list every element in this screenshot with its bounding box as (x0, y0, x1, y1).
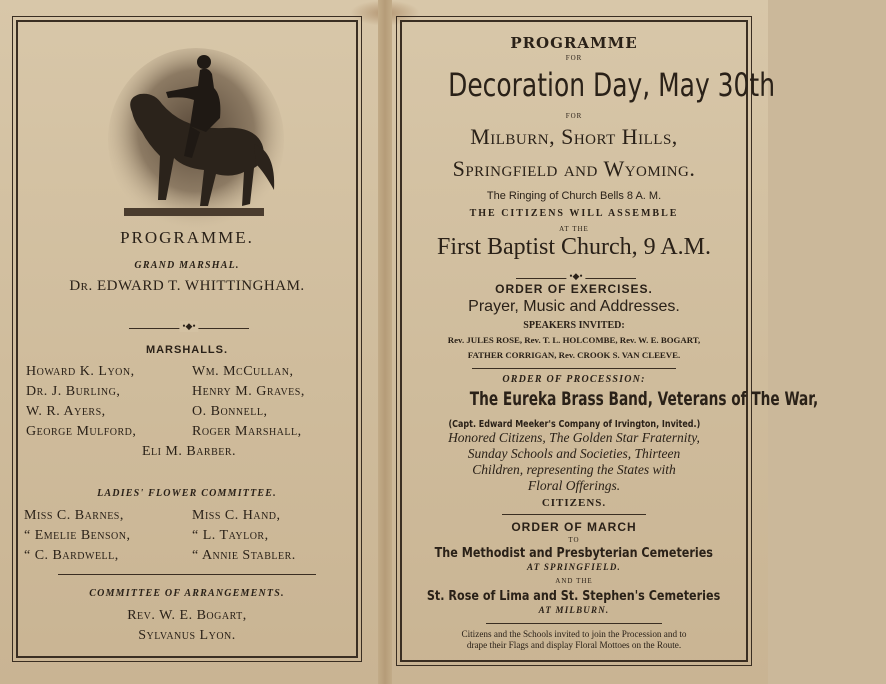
grand-marshal-heading: GRAND MARSHAL. (134, 260, 240, 271)
speakers-line-1: Rev. JULES ROSE, Rev. T. L. HOLCOMBE, Rev. W. E. BOGART, (447, 335, 701, 345)
at-the-label: AT THE (559, 225, 589, 233)
procession-line: Floral Offerings. (527, 478, 621, 493)
divider-line-2 (472, 368, 676, 369)
marshals-row (26, 402, 352, 422)
flower-row (24, 506, 354, 526)
speakers-line-2: FATHER CORRIGAN, Rev. CROOK S. VAN CLEEVE. (467, 350, 681, 360)
church-bells: The Ringing of Church Bells 8 A. M. (486, 190, 662, 202)
flower-member: “ C. Bardwell, (24, 548, 119, 563)
citizens-assemble: THE CITIZENS WILL ASSEMBLE (469, 208, 679, 219)
eureka-band-line: The Eureka Brass Band, Veterans of The War, (469, 388, 819, 410)
marshals-row (26, 362, 352, 382)
left-panel (16, 20, 358, 658)
divider-line (58, 574, 316, 575)
marshal-name: Roger Marshall, (192, 424, 302, 439)
decoration-day-title: Decoration Day, May 30th (448, 66, 776, 104)
footer-note (402, 629, 746, 651)
procession-line: Honored Citizens, The Golden Star Fraternity, (448, 430, 700, 445)
flower-member: “ L. Taylor, (192, 528, 269, 543)
order-of-march: ORDER OF MARCH (511, 520, 637, 534)
procession-line: Children, representing the States with (472, 462, 676, 477)
cem1-wrap (402, 544, 746, 562)
grand-marshal-name: Dr. EDWARD T. WHITTINGHAM. (69, 278, 305, 294)
procession-line: Sunday Schools and Societies, Thirteen (467, 446, 681, 461)
speakers-invited: SPEAKERS INVITED: (523, 320, 625, 331)
footer-line: Citizens and the Schools invited to join the Procession and to (461, 629, 687, 639)
programme-heading: PROGRAMME (510, 34, 638, 52)
marshal-name: Dr. J. Burling, (26, 384, 121, 399)
for-label: FOR (565, 54, 583, 62)
to-label: TO (568, 536, 580, 544)
towns-line-2: Springfield and Wyoming. (452, 156, 696, 181)
fold-crease (378, 0, 392, 684)
flower-row (24, 546, 354, 566)
marshal-name: Henry M. Graves, (192, 384, 305, 399)
flower-member: Miss C. Barnes, (24, 508, 124, 523)
church-time: First Baptist Church, 9 A.M. (436, 234, 712, 260)
citizens-label: CITIZENS. (541, 497, 607, 509)
marshal-name: Wm. McCullan, (192, 364, 294, 379)
flower-member: “ Annie Stabler. (192, 548, 296, 563)
marshals-row (26, 382, 352, 402)
flower-member: “ Emelie Benson, (24, 528, 131, 543)
right-panel (400, 20, 819, 662)
marshals-row (26, 422, 352, 442)
arrangements-heading: COMMITTEE OF ARRANGEMENTS. (89, 588, 285, 599)
order-of-procession: ORDER OF PROCESSION: (502, 374, 646, 385)
equestrian-statue-illustration (104, 40, 282, 236)
arrangements-member: Rev. W. E. Bogart, (127, 608, 247, 623)
divider-ornament-2 (516, 278, 636, 279)
for-label-2: FOR (565, 112, 583, 120)
cem2-wrap (402, 587, 746, 605)
flower-committee-list (24, 506, 354, 566)
procession-list (402, 430, 746, 494)
and-the-label: AND THE (555, 577, 593, 585)
st-rose-st-stephens-cemeteries: St. Rose of Lima and St. Stephen's Cemeteries (427, 589, 721, 604)
flower-row (24, 526, 354, 546)
prayer-music-addresses: Prayer, Music and Addresses. (468, 298, 680, 315)
flower-member: Miss C. Hand, (192, 508, 281, 523)
at-springfield: AT SPRINGFIELD. (526, 562, 622, 572)
at-milburn: AT MILBURN. (538, 605, 610, 615)
methodist-presbyterian-cemeteries: The Methodist and Presbyterian Cemeteries (434, 546, 714, 561)
arrangements-list (18, 606, 356, 646)
order-of-exercises: ORDER OF EXERCISES. (495, 282, 653, 296)
marshal-name: Howard K. Lyon, (26, 364, 135, 379)
marshal-name: O. Bonnell, (192, 404, 268, 419)
divider-ornament (129, 328, 249, 329)
left-programme-title: PROGRAMME. (120, 228, 254, 247)
marshal-name: George Mulford, (26, 424, 137, 439)
divider-line-3 (502, 514, 646, 515)
footer-line: drape their Flags and display Floral Mottoes on the Route. (466, 640, 682, 650)
marshal-name-last: Eli M. Barber. (141, 444, 237, 459)
arrangements-member: Sylvanus Lyon. (138, 628, 236, 643)
capt-meeker-line: (Capt. Edward Meeker's Company of Irvington, Invited.) (448, 419, 700, 430)
band-wrap (402, 388, 819, 410)
towns-line-1: Milburn, Short Hills, (470, 124, 678, 149)
marshal-name: W. R. Ayers, (26, 404, 106, 419)
marshals-heading: MARSHALLS. (145, 344, 229, 356)
divider-line-4 (486, 623, 662, 624)
flower-committee-heading: LADIES' FLOWER COMMITTEE. (97, 488, 277, 499)
marshals-list (26, 362, 352, 462)
decoration-day-wrap (402, 66, 776, 104)
